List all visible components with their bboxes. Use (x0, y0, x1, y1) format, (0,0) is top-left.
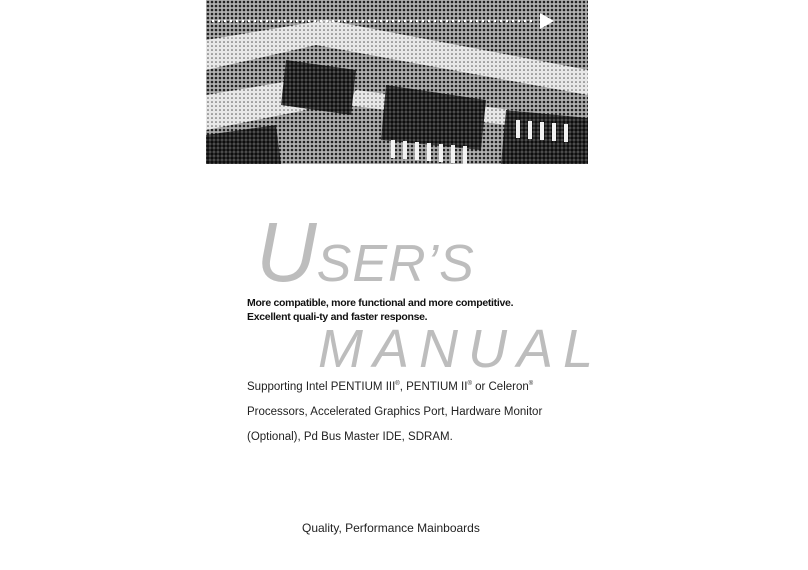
tagline: More compatible, more functional and more competitive. Excellent quali-ty and faster response. (247, 297, 514, 323)
users-title-initial: U (256, 205, 317, 299)
support-text (247, 378, 567, 456)
support-line-1: Supporting Intel PENTIUM III®, PENTIUM II® or Celeron® (247, 381, 534, 393)
users-title (256, 205, 475, 299)
support-line-2: Processors, Accelerated Graphics Port, Hardware Monitor (247, 406, 543, 418)
circuit-board-halftone (206, 0, 588, 164)
users-title-rest: SER’S (316, 235, 475, 293)
footer-slogan: Quality, Performance Mainboards (302, 521, 480, 535)
support-line-3: (Optional), Pd Bus Master IDE, SDRAM. (247, 431, 453, 443)
manual-title: MANUAL (318, 319, 604, 379)
cover-banner-image (206, 0, 588, 164)
